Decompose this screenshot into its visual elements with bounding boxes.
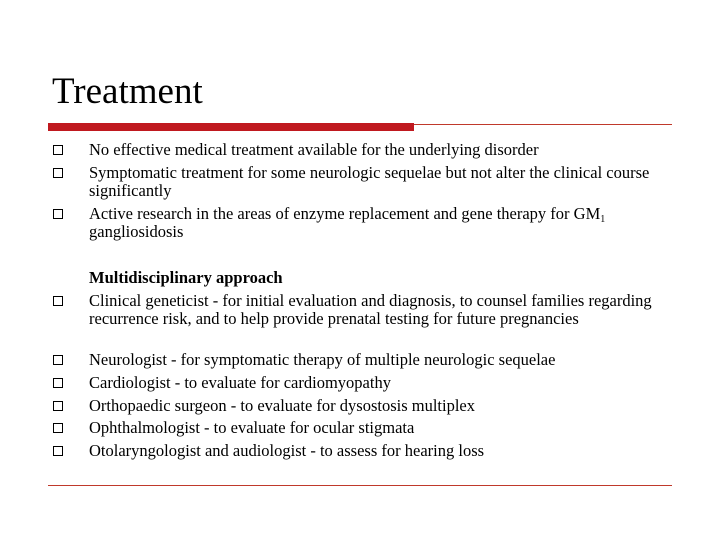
footer-rule	[48, 485, 672, 486]
list-item: Symptomatic treatment for some neurologic sequelae but not alter the clinical course significantly	[89, 163, 650, 200]
hollow-square-icon	[53, 423, 63, 433]
hollow-square-icon	[53, 401, 63, 411]
list-item: Cardiologist - to evaluate for cardiomyopathy	[89, 373, 391, 392]
hollow-square-icon	[53, 296, 63, 306]
list-item: Neurologist - for symptomatic therapy of multiple neurologic sequelae	[89, 350, 556, 369]
title-underline-accent	[48, 123, 414, 131]
hollow-square-icon	[53, 168, 63, 178]
list-item: Clinical geneticist - for initial evaluation and diagnosis, to counsel families regarding recurrence risk, and to help provide prenatal testing for future pregnancies	[89, 291, 652, 328]
list-item: No effective medical treatment available for the underlying disorder	[89, 140, 539, 159]
list-item: Otolaryngologist and audiologist - to assess for hearing loss	[89, 441, 485, 460]
item-text: Active research in the areas of enzyme replacement and gene therapy for GM	[89, 204, 601, 223]
hollow-square-icon	[53, 145, 63, 155]
hollow-square-icon	[53, 378, 63, 388]
hollow-square-icon	[53, 355, 63, 365]
list-item: Orthopaedic surgeon - to evaluate for dysostosis multiplex	[89, 396, 475, 415]
slide-title: Treatment	[52, 71, 203, 112]
item-subscript: 1	[600, 214, 606, 225]
list-item	[89, 205, 689, 241]
section-heading: Multidisciplinary approach	[89, 268, 283, 287]
list-item: Ophthalmologist - to evaluate for ocular stigmata	[89, 418, 415, 437]
item-text-tail: gangliosidosis	[89, 222, 184, 241]
hollow-square-icon	[53, 446, 63, 456]
hollow-square-icon	[53, 209, 63, 219]
